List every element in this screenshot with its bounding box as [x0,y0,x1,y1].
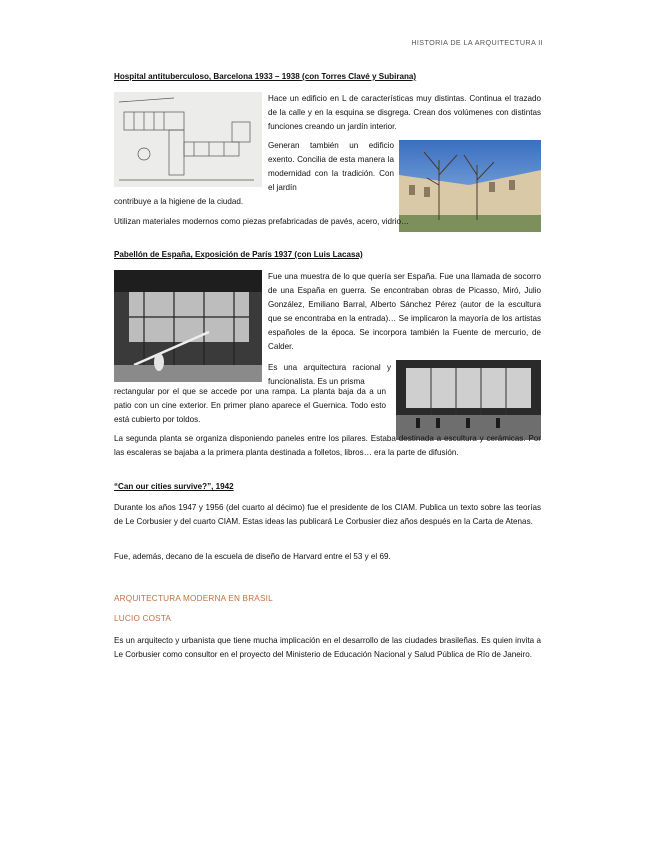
pabellon-interior-photo [396,360,541,440]
hospital-floor-plan-image [114,92,262,187]
hospital-paragraph-2: Generan también un edificio exento. Concilia de esta manera la modernidad con la tradición. Con el jardín [268,141,394,192]
pabellon-paragraph-1: Fue una muestra de lo que quería ser España. Fue una llamada de socorro de una España en guerra. Se encontraban obras de Picasso, Miró, Julio González, Emiliano Barral, Alberto Sánchez Pérez (autor de la escultura que se encontraba en la entrada)… Se implicaron la mayoría de los artistas españoles de la época. Se incorpora también la Fuente de mercurio, de Calder. [268,272,541,351]
pabellon-paragraph-2: Es una arquitectura racional y funcionalista. Es un prisma [268,363,391,386]
pabellon-exterior-photo [114,270,262,382]
cities-title: “Can our cities survive?”, 1942 [114,482,234,491]
cities-paragraph-2: Fue, además, decano de la escuela de diseño de Harvard entre el 53 y el 69. [114,552,391,561]
hospital-paragraph-1: Hace un edificio en L de características muy distintas. Continua el trazado de la calle y en la esquina se disgrega. Crean dos volúmenes con distintas funciones creando un jardín interior. [268,94,541,131]
running-header: HISTORIA DE LA ARQUITECTURA II [411,38,543,47]
hospital-title: Hospital antituberculoso, Barcelona 1933 – 1938 (con Torres Clavé y Subirana) [114,72,417,81]
pabellon-paragraph-2-continued: rectangular por el que se accede por una rampa. La planta baja da a un patio con un cine exterior. En primer plano aparece el Guernica. Todo esto está cubierto por toldos. [114,387,386,424]
hospital-paragraph-2-continued: contribuye a la higiene de la ciudad. [114,197,244,206]
pabellon-paragraph-3: La segunda planta se organiza disponiendo paneles entre los pilares. Estaba destinada a escultura y cerámicas. Por las escaleras se bajaba a la primera planta destinada a folletos, libros… era la parte de difusión. [114,434,541,457]
lucio-costa-subheading: LUCIO COSTA [114,614,172,623]
brasil-paragraph-1: Es un arquitecto y urbanista que tiene mucha implicación en el desarrollo de las ciudades brasileñas. Es quien invita a Le Corbusier como consultor en el proyecto del Ministerio de Educación Nacional y Salud Pública de Río de Janeiro. [114,636,541,659]
cities-paragraph-1: Durante los años 1947 y 1956 (del cuarto al décimo) fue el presidente de los CIAM. Publica un texto sobre las teorías de Le Corbusier y del cuarto CIAM. Estas ideas las publicará Le Corbusier diez años después en la Carta de Atenas. [114,503,541,526]
hospital-paragraph-3: Utilizan materiales modernos como piezas prefabricadas de pavés, acero, vidrio… [114,217,410,226]
brasil-section-heading: ARQUITECTURA MODERNA EN BRASIL [114,594,273,603]
pabellon-title: Pabellón de España, Exposición de París 1937 (con Luis Lacasa) [114,250,363,259]
